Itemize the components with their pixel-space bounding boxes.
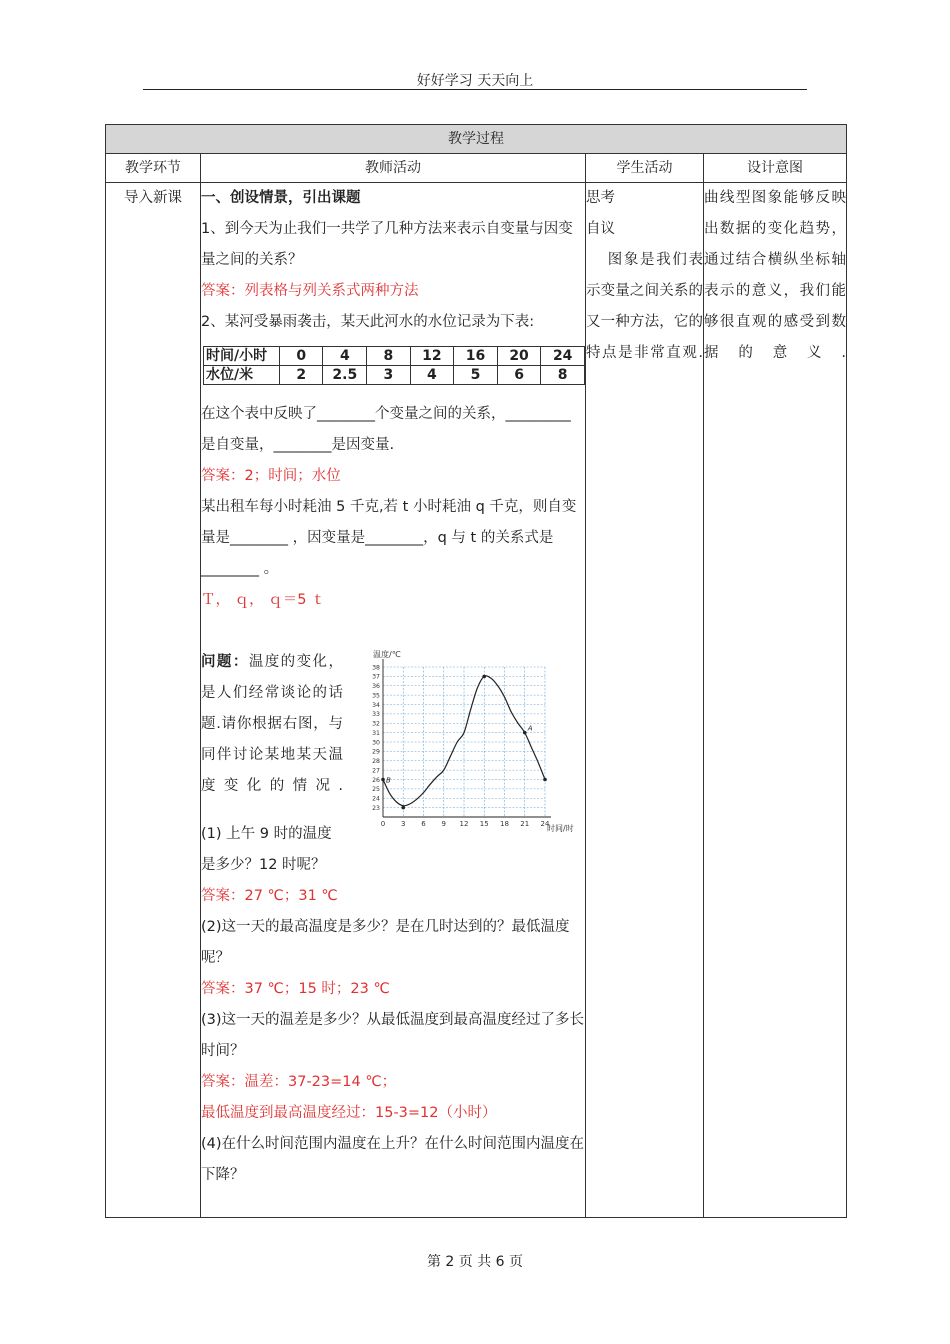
table-cell: 8 xyxy=(541,366,585,385)
x-tick-label: 15 xyxy=(479,820,489,828)
x-tick-label: 24 xyxy=(540,820,550,828)
table-cell: 20 xyxy=(497,347,541,366)
x-tick-label: 0 xyxy=(380,820,386,828)
problem-answer-3a: 答案：温差：37-23=14 ℃； xyxy=(201,1074,397,1090)
student-think: 思考 xyxy=(586,190,615,206)
y-tick-label: 38 xyxy=(372,664,380,672)
column-header-teacher: 教师活动 xyxy=(201,154,586,183)
section-heading: 一、创设情景，引出课题 xyxy=(201,190,361,206)
table-cell: 4 xyxy=(323,347,367,366)
teacher-cell xyxy=(201,183,586,1218)
table-cell: 0 xyxy=(280,347,323,366)
problem-label: 问题： xyxy=(201,654,249,670)
y-tick-label: 36 xyxy=(372,683,380,691)
stage-label: 导入新课 xyxy=(124,190,182,206)
column-header-design: 设计意图 xyxy=(704,154,847,183)
stage-cell xyxy=(106,183,201,1218)
x-tick-label: 18 xyxy=(500,820,509,828)
student-text: 图象是我们表示变量之间关系的又一种方法，它的特点是非常直观. xyxy=(586,252,703,361)
problem-block xyxy=(201,647,585,857)
column-header-student: 学生活动 xyxy=(586,154,704,183)
y-tick-label: 37 xyxy=(372,673,380,681)
chart-point-label: B xyxy=(386,776,391,785)
y-tick-label: 33 xyxy=(372,711,380,719)
x-tick-label: 21 xyxy=(520,820,530,828)
design-cell xyxy=(704,183,847,1218)
y-tick-label: 23 xyxy=(372,804,380,812)
table-cell: 4 xyxy=(410,366,454,385)
chart-point xyxy=(401,806,405,810)
answer-2: 答案：2；时间；水位 xyxy=(201,468,341,484)
y-tick-label: 25 xyxy=(372,786,380,794)
problem-answer-1: 答案：27 ℃；31 ℃ xyxy=(201,888,338,904)
column-header-stage: 教学环节 xyxy=(106,154,201,183)
table-cell: 6 xyxy=(497,366,541,385)
question-2: 2、某河受暴雨袭击，某天此河水的水位记录为下表: xyxy=(201,314,535,330)
chart-point xyxy=(523,731,527,735)
chart-x-axis-label: 时间/时 xyxy=(547,824,574,833)
table-cell: 2.5 xyxy=(323,366,367,385)
table-row xyxy=(204,366,585,385)
y-tick-label: 35 xyxy=(372,692,380,700)
answer-1: 答案：列表格与列关系式两种方法 xyxy=(201,283,419,299)
y-tick-label: 32 xyxy=(372,720,380,728)
y-tick-label: 24 xyxy=(372,795,380,803)
row-label-time: 时间/小时 xyxy=(204,347,280,366)
temperature-chart xyxy=(359,645,577,835)
table-cell: 2 xyxy=(280,366,323,385)
x-tick-label: 12 xyxy=(459,820,469,828)
problem-question-2: (2)这一天的最高温度是多少？是在几时达到的？最低温度呢？ xyxy=(201,919,570,966)
question-1: 1、到今天为止我们一共学了几种方法来表示自变量与因变量之间的关系？ xyxy=(201,221,573,268)
x-tick-label: 3 xyxy=(401,820,406,828)
problem-question-3: (3)这一天的温差是多少？从最低温度到最高温度经过了多长时间？ xyxy=(201,1012,585,1059)
chart-point-label: A xyxy=(527,724,533,733)
table-cell: 8 xyxy=(367,347,410,366)
y-tick-label: 27 xyxy=(372,767,380,775)
design-text: 曲线型图象能够反映出数据的变化趋势，通过结合横纵坐标轴表示的意义，我们能够很直观的感受到数据的意义. xyxy=(704,190,846,361)
chart-point xyxy=(543,778,547,782)
student-cell xyxy=(586,183,704,1218)
x-tick-label: 6 xyxy=(421,820,426,828)
table-title: 教学过程 xyxy=(106,125,847,154)
fill-in-question: 在这个表中反映了________个变量之间的关系，_________是自变量，________是因变量. xyxy=(201,406,571,453)
table-cell: 12 xyxy=(410,347,454,366)
water-level-table xyxy=(203,346,585,385)
problem-answer-3b: 最低温度到最高温度经过：15-3=12（小时） xyxy=(201,1105,497,1121)
chart-point xyxy=(381,778,385,782)
problem-text-block xyxy=(201,647,343,802)
table-cell: 3 xyxy=(367,366,410,385)
table-cell: 24 xyxy=(541,347,585,366)
answer-3: Ｔ， ｑ， ｑ＝5 ｔ xyxy=(201,592,326,608)
lesson-table xyxy=(105,124,847,1218)
y-tick-label: 26 xyxy=(372,776,380,784)
chart-y-axis-label: 温度/℃ xyxy=(373,650,401,659)
table-cell: 16 xyxy=(454,347,498,366)
problem-question-4: (4)在什么时间范围内温度在上升？在什么时间范围内温度在下降？ xyxy=(201,1136,585,1183)
problem-question-1-text: (1) 上午 9 时的温度是多少？12 时呢？ xyxy=(201,826,332,873)
spacer xyxy=(201,616,585,647)
row-label-level: 水位/米 xyxy=(204,366,280,385)
problem-text: 温度的变化，是人们经常谈论的话题.请你根据右图，与同伴讨论某地某天温度变化的情况. xyxy=(201,654,343,794)
chart-point xyxy=(482,675,486,679)
chart-axes xyxy=(383,659,551,817)
table-row xyxy=(204,347,585,366)
page-header: 好好学习 天天向上 xyxy=(416,73,534,89)
y-tick-label: 28 xyxy=(372,758,380,766)
table-cell: 5 xyxy=(454,366,498,385)
y-tick-label: 31 xyxy=(372,729,380,737)
problem-answer-2: 答案：37 ℃；15 时；23 ℃ xyxy=(201,981,390,997)
header-divider xyxy=(143,89,807,90)
x-tick-label: 9 xyxy=(441,820,446,828)
y-tick-label: 29 xyxy=(372,748,380,756)
y-tick-label: 30 xyxy=(372,739,380,747)
chart-grid xyxy=(383,667,545,817)
taxi-question: 某出租车每小时耗油 5 千克,若 t 小时耗油 q 千克，则自变量是________ ，因变量是________，q 与 t 的关系式是 ________ 。 xyxy=(201,499,577,577)
student-discuss: 自议 xyxy=(586,221,615,237)
y-tick-label: 34 xyxy=(372,701,380,709)
page-footer: 第 2 页 共 6 页 xyxy=(426,1254,524,1270)
